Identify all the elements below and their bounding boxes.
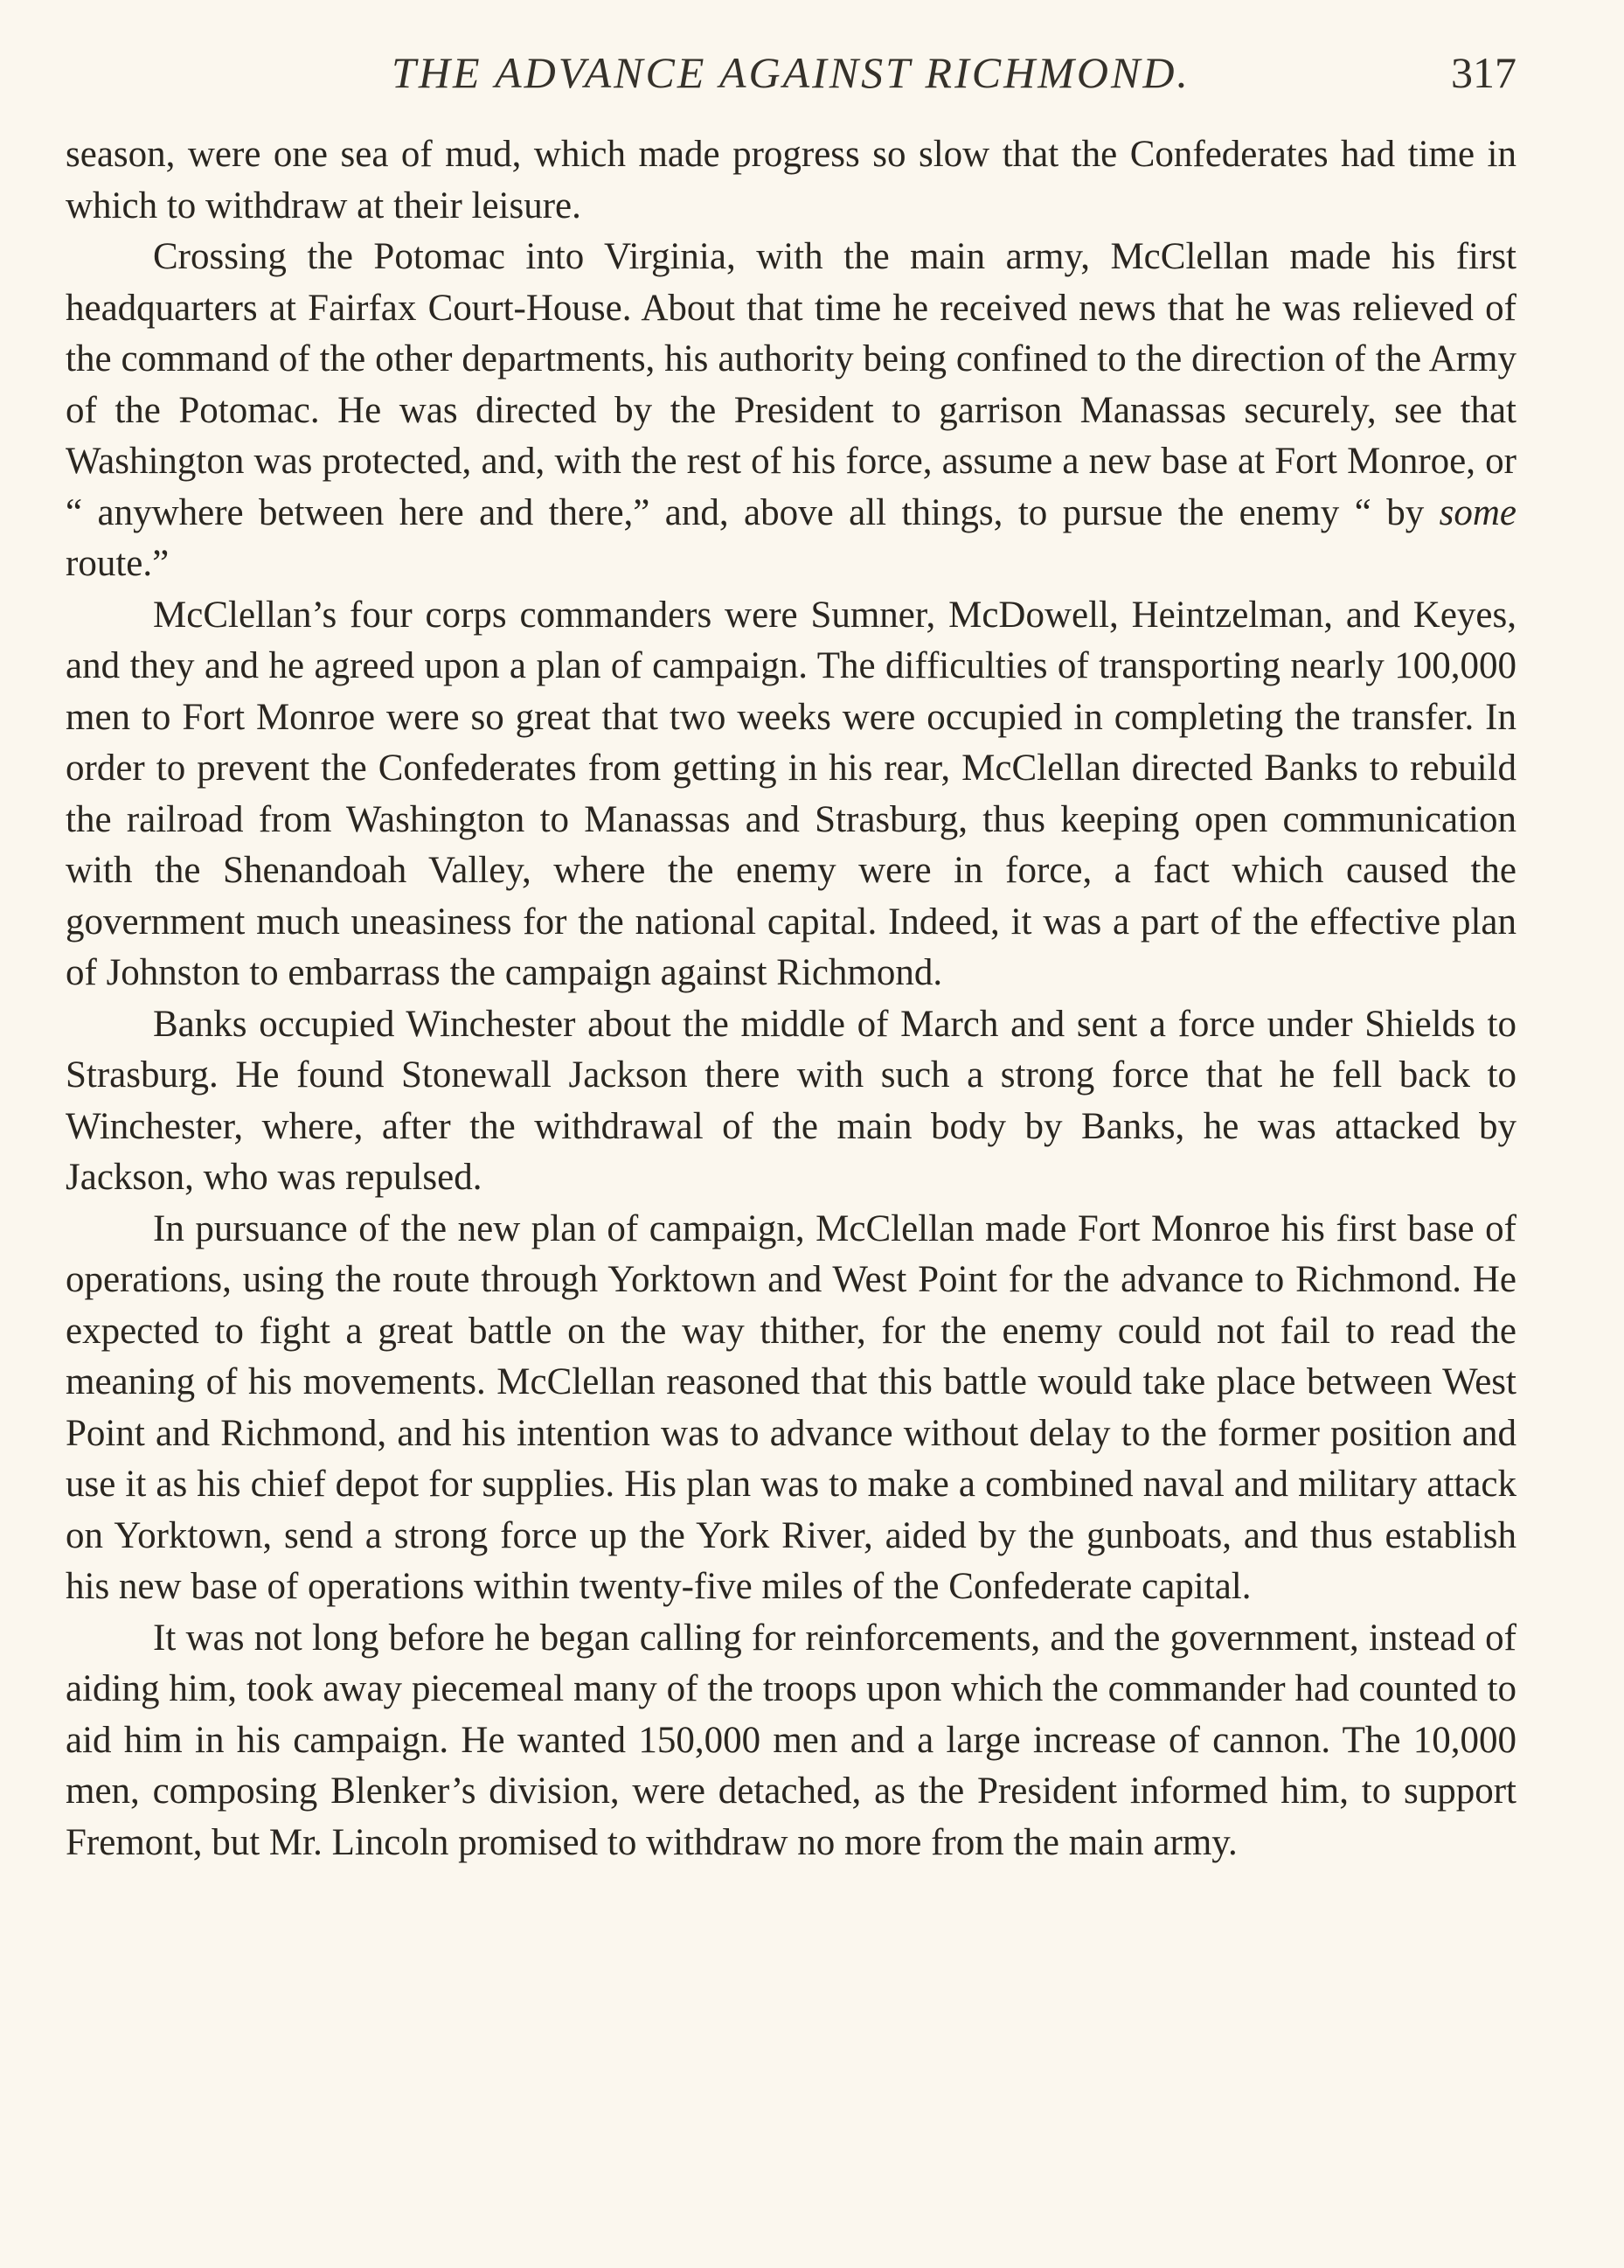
paragraph-4: Banks occupied Winchester about the middle of March and sent a force under Shields to Strasburg. He found Stonewall Jackson there with such a strong force that he fell back to Winchester, where, after the withdrawal of the main body by Banks, he was attacked by Jackson, who was repulsed. (66, 1003, 1516, 1198)
page-header (66, 35, 1516, 105)
paragraph-6: It was not long before he began calling for reinforcements, and the government, instead of aiding him, took away piecemeal many of the troops upon which the commander had counted to aid him in his campaign. He wanted 150,000 men and a large increase of cannon. The 10,000 men, composing Blenker’s division, were detached, as the President informed him, to support Fremont, but Mr. Lincoln promised to withdraw no more from the main army. (66, 1617, 1516, 1863)
paragraph-1: season, were one sea of mud, which made progress so slow that the Confederates had time in which to withdraw at their leisure. (66, 134, 1516, 226)
paragraph-2-text: Crossing the Potomac into Virginia, with the main army, McClellan made his first headquarters at Fairfax Court-House. About that time he received news that he was relieved of the command of the other departments, his authority being confined to the direction of the Army of the Potomac. He was directed by the President to garrison Manassas securely, see that Washington was protected, and, with the rest of his force, assume a new base at Fort Monroe, or “ anywhere between here and there,” and, above all things, to pursue the enemy “ by (66, 236, 1516, 533)
body-text (66, 129, 1516, 1868)
page-number: 317 (1451, 48, 1516, 97)
running-title: THE ADVANCE AGAINST RICHMOND. (392, 48, 1190, 97)
paragraph-5: In pursuance of the new plan of campaign, McClellan made Fort Monroe his first base of operations, using the route through Yorktown and West Point for the advance to Richmond. He expected to fight a great battle on the way thither, for the enemy could not fail to read the meaning of his movements. McClellan reasoned that this battle would take place between West Point and Richmond, and his intention was to advance without delay to the former position and use it as his chief depot for supplies. His plan was to make a combined naval and military attack on Yorktown, send a strong force up the York River, aided by the gunboats, and thus establish his new base of operations within twenty-five miles of the Confederate capital. (66, 1207, 1516, 1607)
paragraph-3: McClellan’s four corps commanders were Sumner, McDowell, Heintzelman, and Keyes, and they and he agreed upon a plan of campaign. The difficulties of transporting nearly 100,000 men to Fort Monroe were so great that two weeks were occupied in completing the transfer. In order to prevent the Confederates from getting in his rear, McClellan directed Banks to rebuild the railroad from Washington to Manassas and Strasburg, thus keeping open communication with the Shenandoah Valley, where the enemy were in force, a fact which caused the government much uneasiness for the national capital. Indeed, it was a part of the effective plan of Johnston to embarrass the campaign against Richmond. (66, 594, 1516, 993)
paragraph-2 (66, 232, 1516, 590)
paragraph-2-text-end: route.” (66, 543, 170, 584)
paragraph-2-emphasis: some (1439, 491, 1516, 533)
